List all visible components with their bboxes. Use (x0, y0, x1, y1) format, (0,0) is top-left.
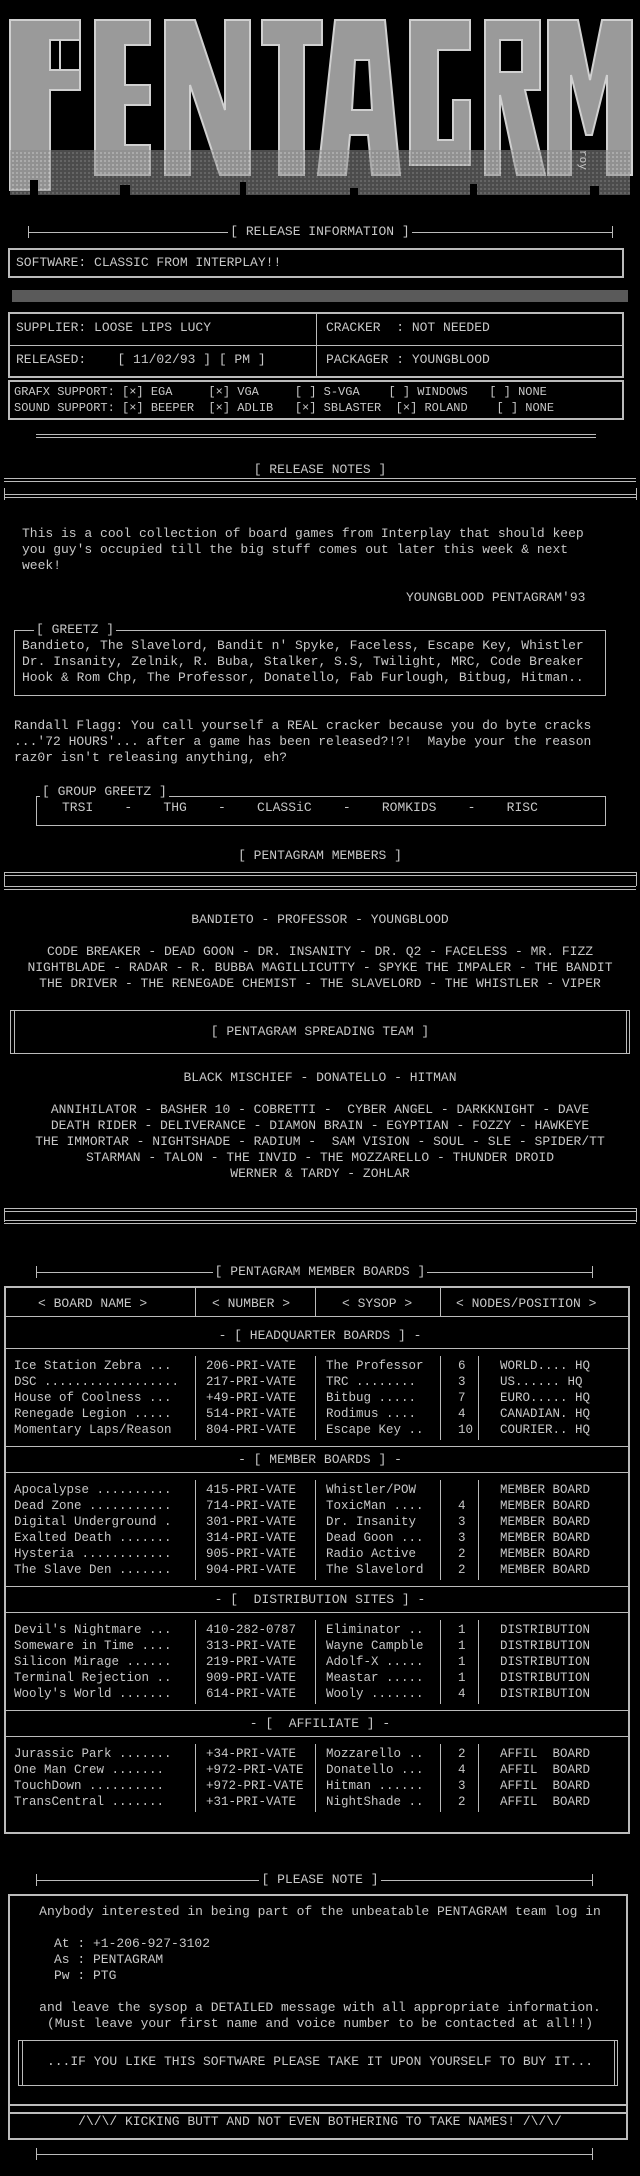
board-number: +31-PRI-VATE (206, 1795, 297, 1809)
please-note-header: [ PLEASE NOTE ] (261, 1872, 379, 1887)
board-position: US...... HQ (500, 1375, 583, 1389)
greetz-line-3: Hook & Rom Chp, The Professor, Donatello, Fab Furlough, Bitbug, Hitman.. (22, 670, 584, 685)
footer-text: /\/\/ KICKING BUTT AND NOT EVEN BOTHERING TO TAKE NAMES! /\/\/ (78, 2114, 562, 2129)
board-number: 904-PRI-VATE (206, 1563, 297, 1577)
board-sysop: Adolf-X ..... (326, 1655, 424, 1669)
cracker-line: CRACKER : NOT NEEDED (326, 320, 490, 335)
board-nodes: 1 (458, 1655, 466, 1669)
boards-header: [ PENTAGRAM MEMBER BOARDS ] (214, 1264, 426, 1279)
board-sysop: Donatello ... (326, 1763, 424, 1777)
board-position: EURO..... HQ (500, 1391, 591, 1405)
board-name: The Slave Den ....... (14, 1563, 172, 1577)
board-name: Exalted Death ....... (14, 1531, 172, 1545)
board-sysop: Dead Goon ... (326, 1531, 424, 1545)
board-name: Jurassic Park ....... (14, 1747, 172, 1761)
please-note-line-1: Anybody interested in being part of the unbeatable PENTAGRAM team log in (39, 1904, 601, 1919)
board-number: 415-PRI-VATE (206, 1483, 297, 1497)
board-position: DISTRIBUTION (500, 1671, 591, 1685)
board-number: 514-PRI-VATE (206, 1407, 297, 1421)
board-nodes: 3 (458, 1531, 466, 1545)
board-sysop: Escape Key .. (326, 1423, 424, 1437)
board-name: House of Coolness ... (14, 1391, 172, 1405)
software-line: SOFTWARE: CLASSIC FROM INTERPLAY!! (16, 255, 282, 270)
board-nodes: 4 (458, 1407, 466, 1421)
notes-line-1: This is a cool collection of board games from Interplay that should keep (22, 526, 584, 541)
board-position: AFFIL BOARD (500, 1747, 591, 1761)
board-name: Wooly's World ....... (14, 1687, 172, 1701)
spreading-line-1: ANNIHILATOR - BASHER 10 - COBRETTI - CYBER ANGEL - DARKKNIGHT - DAVE (50, 1102, 590, 1117)
notes-signature: YOUNGBLOOD PENTAGRAM'93 (406, 590, 586, 605)
please-note-line-3: (Must leave your first name and voice number to be contacted at all!!) (46, 2016, 594, 2031)
board-number: 314-PRI-VATE (206, 1531, 297, 1545)
board-nodes: 4 (458, 1499, 466, 1513)
spreading-line-3: THE IMMORTAR - NIGHTSHADE - RADIUM - SAM VISION - SOUL - SLE - SPIDER/TT (35, 1134, 605, 1149)
board-number: +972-PRI-VATE (206, 1779, 304, 1793)
col-board-name: < BOARD NAME > (38, 1296, 148, 1311)
board-number: 313-PRI-VATE (206, 1639, 297, 1653)
board-nodes: 2 (458, 1795, 466, 1809)
board-position: DISTRIBUTION (500, 1623, 591, 1637)
board-position: WORLD.... HQ (500, 1359, 591, 1373)
board-number: 909-PRI-VATE (206, 1671, 297, 1685)
board-position: AFFIL BOARD (500, 1763, 591, 1777)
separator-bar (12, 290, 628, 302)
board-name: Hysteria ............ (14, 1547, 172, 1561)
please-note-as: As : PENTAGRAM (54, 1952, 164, 1967)
group-greetz-header: [ GROUP GREETZ ] (42, 784, 167, 799)
board-sysop: Bitbug ..... (326, 1391, 417, 1405)
board-position: CANADIAN. HQ (500, 1407, 591, 1421)
board-sysop: Whistler/POW (326, 1483, 417, 1497)
board-number: 804-PRI-VATE (206, 1423, 297, 1437)
board-name: Someware in Time .... (14, 1639, 172, 1653)
board-sysop: Wayne Campble (326, 1639, 424, 1653)
spreading-line-5: WERNER & TARDY - ZOHLAR (230, 1166, 410, 1181)
board-number: 219-PRI-VATE (206, 1655, 297, 1669)
release-info-header: [ RELEASE INFORMATION ] (230, 224, 410, 239)
notes-line-2: you guy's occupied till the big stuff comes out later this week & next (22, 542, 569, 557)
please-note-pw: Pw : PTG (54, 1968, 117, 1983)
board-section-title: - [ HEADQUARTER BOARDS ] - (218, 1328, 422, 1343)
packager-line: PACKAGER : YOUNGBLOOD (326, 352, 490, 367)
col-nodes-position: < NODES/POSITION > (456, 1296, 597, 1311)
notes-line-3: week! (22, 558, 62, 573)
please-note-at: At : +1-206-927-3102 (54, 1936, 211, 1951)
buy-it-line: ...IF YOU LIKE THIS SOFTWARE PLEASE TAKE IT UPON YOURSELF TO BUY IT... (46, 2054, 594, 2069)
board-position: MEMBER BOARD (500, 1499, 591, 1513)
members-line-2: NIGHTBLADE - RADAR - R. BUBBA MAGILLICUTTY - SPYKE THE IMPALER - THE BANDIT (27, 960, 613, 975)
board-number: +49-PRI-VATE (206, 1391, 297, 1405)
board-position: AFFIL BOARD (500, 1795, 591, 1809)
board-sysop: Radio Active (326, 1547, 417, 1561)
greetz-message-1: Randall Flagg: You call yourself a REAL cracker because you do byte cracks (14, 718, 592, 733)
spreading-header: [ PENTAGRAM SPREADING TEAM ] (210, 1024, 430, 1039)
members-line-3: THE DRIVER - THE RENEGADE CHEMIST - THE SLAVELORD - THE WHISTLER - VIPER (39, 976, 601, 991)
board-name: Digital Underground . (14, 1515, 172, 1529)
members-header: [ PENTAGRAM MEMBERS ] (238, 848, 402, 863)
board-number: 905-PRI-VATE (206, 1547, 297, 1561)
board-section-title: - [ AFFILIATE ] - (249, 1716, 391, 1731)
board-nodes: 3 (458, 1375, 466, 1389)
board-sysop: Dr. Insanity (326, 1515, 417, 1529)
board-nodes: 3 (458, 1515, 466, 1529)
board-number: 410-282-0787 (206, 1623, 297, 1637)
board-position: COURIER.. HQ (500, 1423, 591, 1437)
board-name: Ice Station Zebra ... (14, 1359, 172, 1373)
spreading-leaders: BLACK MISCHIEF - DONATELLO - HITMAN (183, 1070, 457, 1085)
board-position: MEMBER BOARD (500, 1483, 591, 1497)
greetz-header: [ GREETZ ] (36, 622, 115, 637)
members-leaders: BANDIETO - PROFESSOR - YOUNGBLOOD (191, 912, 449, 927)
board-name: Terminal Rejection .. (14, 1671, 172, 1685)
board-name: Dead Zone ........... (14, 1499, 172, 1513)
spreading-line-4: STARMAN - TALON - THE INVID - THE MOZZARELLO - THUNDER DROID (85, 1150, 555, 1165)
board-position: MEMBER BOARD (500, 1547, 591, 1561)
sound-support: SOUND SUPPORT: [×] BEEPER [×] ADLIB [×] SBLASTER [×] ROLAND [ ] NONE (14, 401, 555, 415)
board-nodes: 4 (458, 1763, 466, 1777)
board-sysop: Hitman ...... (326, 1779, 424, 1793)
board-number: 206-PRI-VATE (206, 1359, 297, 1373)
board-sysop: ToxicMan .... (326, 1499, 424, 1513)
board-name: TouchDown .......... (14, 1779, 165, 1793)
board-nodes: 10 (458, 1423, 474, 1437)
board-number: 614-PRI-VATE (206, 1687, 297, 1701)
grafx-support: GRAFX SUPPORT: [×] EGA [×] VGA [ ] S-VGA [ ] WINDOWS [ ] NONE (14, 385, 547, 399)
greetz-line-1: Bandieto, The Slavelord, Bandit n' Spyke, Faceless, Escape Key, Whistler (22, 638, 584, 653)
board-sysop: Rodimus .... (326, 1407, 417, 1421)
col-number: < NUMBER > (212, 1296, 291, 1311)
board-name: Renegade Legion ..... (14, 1407, 172, 1421)
board-name: Apocalypse .......... (14, 1483, 172, 1497)
board-name: TransCentral ....... (14, 1795, 165, 1809)
greetz-line-2: Dr. Insanity, Zelnik, R. Buba, Stalker, S.S, Twilight, MRC, Code Breaker (22, 654, 584, 669)
board-position: DISTRIBUTION (500, 1639, 591, 1653)
board-nodes: 2 (458, 1747, 466, 1761)
board-nodes: 1 (458, 1671, 466, 1685)
board-number: +34-PRI-VATE (206, 1747, 297, 1761)
col-sysop: < SYSOP > (342, 1296, 413, 1311)
board-position: AFFIL BOARD (500, 1779, 591, 1793)
please-note-line-2: and leave the sysop a DETAILED message with all appropriate information. (39, 2000, 601, 2015)
board-nodes: 6 (458, 1359, 466, 1373)
spreading-line-2: DEATH RIDER - DELIVERANCE - DIAMON BRAIN - EGYPTIAN - FOZZY - HAWKEYE (50, 1118, 590, 1133)
board-position: MEMBER BOARD (500, 1515, 591, 1529)
board-nodes: 1 (458, 1639, 466, 1653)
board-position: MEMBER BOARD (500, 1563, 591, 1577)
board-nodes: 7 (458, 1391, 466, 1405)
board-sysop: Mozzarello .. (326, 1747, 424, 1761)
logo-credit: roy (576, 150, 588, 170)
board-sysop: The Professor (326, 1359, 424, 1373)
board-nodes: 2 (458, 1563, 466, 1577)
board-sysop: NightShade .. (326, 1795, 424, 1809)
board-sysop: Wooly ....... (326, 1687, 424, 1701)
board-sysop: Meastar ..... (326, 1671, 424, 1685)
members-line-1: CODE BREAKER - DEAD GOON - DR. INSANITY - DR. Q2 - FACELESS - MR. FIZZ (46, 944, 594, 959)
board-name: Silicon Mirage ...... (14, 1655, 172, 1669)
board-number: 217-PRI-VATE (206, 1375, 297, 1389)
board-name: Momentary Laps/Reason (14, 1423, 172, 1437)
board-sysop: TRC ........ (326, 1375, 417, 1389)
board-position: DISTRIBUTION (500, 1687, 591, 1701)
board-number: 714-PRI-VATE (206, 1499, 297, 1513)
board-name: Devil's Nightmare ... (14, 1623, 172, 1637)
release-notes-header: [ RELEASE NOTES ] (253, 462, 387, 477)
board-sysop: The Slavelord (326, 1563, 424, 1577)
board-section-title: - [ DISTRIBUTION SITES ] - (214, 1592, 426, 1607)
group-greetz-line: TRSI - THG - CLASSiC - ROMKIDS - RISC (62, 800, 538, 815)
board-nodes: 3 (458, 1779, 466, 1793)
greetz-message-3: raz0r isn't releasing anything, eh? (14, 750, 288, 765)
board-nodes: 1 (458, 1623, 466, 1637)
released-line: RELEASED: [ 11/02/93 ] [ PM ] (16, 352, 266, 367)
board-section-title: - [ MEMBER BOARDS ] - (238, 1452, 402, 1467)
board-position: MEMBER BOARD (500, 1531, 591, 1545)
board-number: +972-PRI-VATE (206, 1763, 304, 1777)
supplier-line: SUPPLIER: LOOSE LIPS LUCY (16, 320, 212, 335)
board-sysop: Eliminator .. (326, 1623, 424, 1637)
greetz-message-2: ...'72 HOURS'... after a game has been released?!?! Maybe your the reason (14, 734, 592, 749)
board-position: DISTRIBUTION (500, 1655, 591, 1669)
board-name: One Man Crew ....... (14, 1763, 165, 1777)
board-nodes: 2 (458, 1547, 466, 1561)
board-nodes: 4 (458, 1687, 466, 1701)
pentagram-logo (0, 0, 640, 210)
board-number: 301-PRI-VATE (206, 1515, 297, 1529)
board-name: DSC .................. (14, 1375, 180, 1389)
